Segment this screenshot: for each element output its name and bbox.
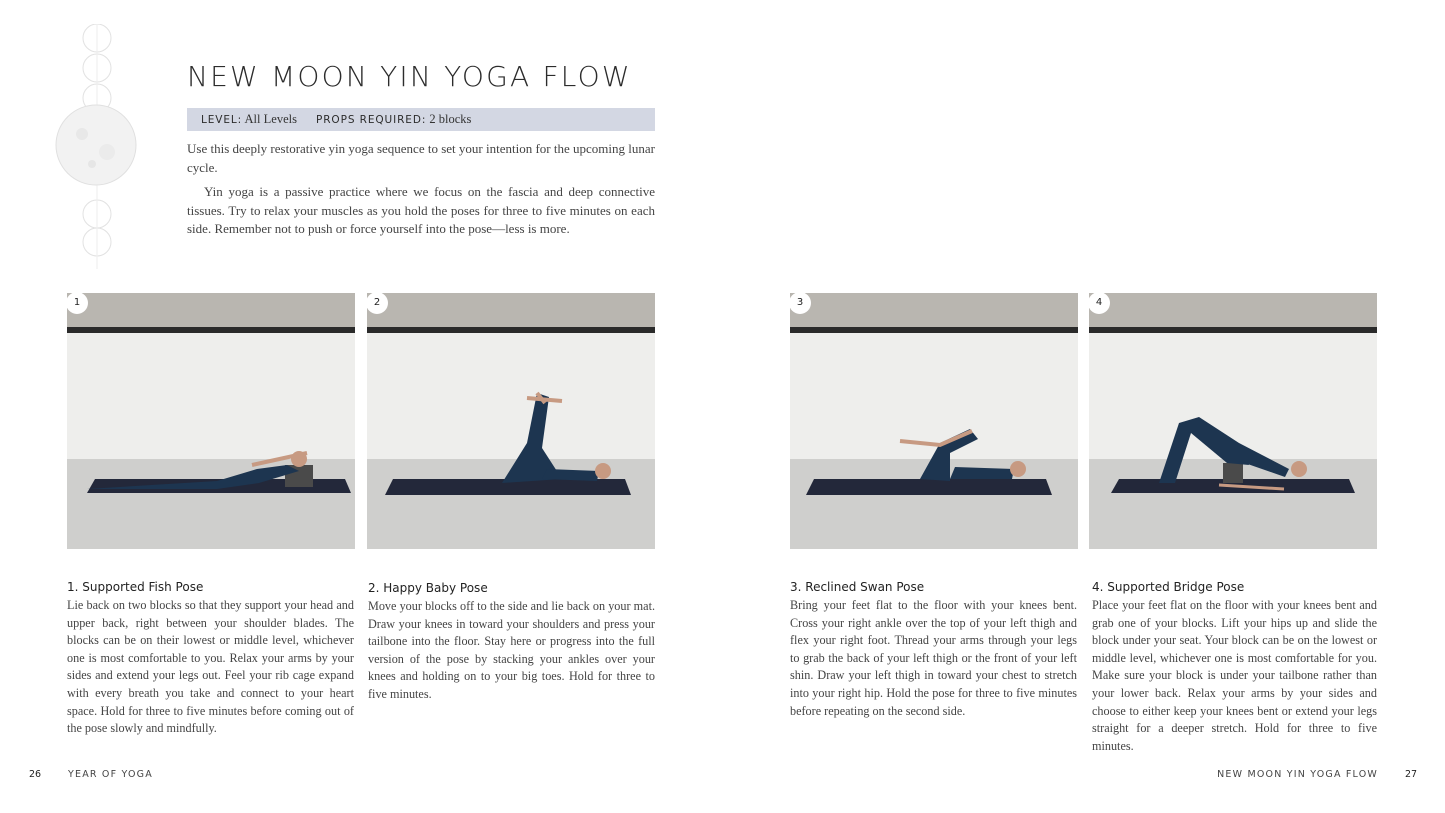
pose-description-2: Move your blocks off to the side and lie back on your mat. Draw your knees in toward your shoulders and press your tailbone into the floor. Stay here or progress into the full version of the pose by stacking your ankles over your knees and holding on to your big toes. Hold for three to five minutes.: [368, 599, 655, 701]
pose-number-badge-3: 3: [790, 293, 811, 314]
left-page-number: 26: [29, 769, 42, 780]
right-running-head: NEW MOON YIN YOGA FLOW: [1217, 769, 1378, 780]
level-value: All Levels: [244, 112, 297, 126]
pose-description-1: Lie back on two blocks so that they support your head and upper back, right between your shoulder blades. The blocks can be on their lowest or middle level, whichever one is most comfortable to you. Relax your arms by your sides and extend your legs out. Feel your rib cage expand with every breath you take and connect to your heart space. Hold for three to five minutes before coming out of the pose slowly and mindfully.: [67, 598, 354, 736]
props-info: [316, 112, 471, 127]
pose-number-badge-2: 2: [367, 293, 388, 314]
right-page-number: 27: [1405, 769, 1418, 780]
pose-title-4: 4. Supported Bridge Pose: [1092, 580, 1245, 594]
moon-phases-illustration: [52, 24, 142, 269]
props-label: PROPS REQUIRED:: [316, 114, 427, 126]
pose-photo-4: [1089, 293, 1377, 549]
pose-title-1: 1. Supported Fish Pose: [67, 580, 204, 594]
props-value: 2 blocks: [429, 112, 472, 126]
intro-paragraph-1: Use this deeply restorative yin yoga sequence to set your intention for the upcoming lunar cycle.: [187, 141, 655, 175]
pose-description-3: Bring your feet flat to the floor with your knees bent. Cross your right ankle over the top of your left thigh and flex your right foot. Thread your arms through your legs to grab the back of your left thigh or the front of your left shin. Draw your left thigh in toward your chest to stretch into your right hip. Hold the pose for three to five minutes before repeating on the second side.: [790, 598, 1077, 718]
level-info: [201, 112, 297, 127]
pose-title-2: 2. Happy Baby Pose: [368, 581, 488, 595]
left-running-head: YEAR OF YOGA: [68, 769, 153, 780]
pose-number-badge-1: 1: [67, 293, 88, 314]
level-label: LEVEL:: [201, 114, 243, 126]
pose-photo-3: [790, 293, 1078, 549]
level-props-bar: [187, 108, 655, 131]
intro-paragraph-2: Yin yoga is a passive practice where we focus on the fascia and deep connective tissues. Try to relax your muscles as you hold the poses for three to five minutes on each side. Remember not to push or force yourself into the pose—less is more.: [187, 184, 655, 236]
pose-photo-1: [67, 293, 355, 549]
pose-title-3: 3. Reclined Swan Pose: [790, 580, 925, 594]
page-title: NEW MOON YIN YOGA FLOW: [187, 60, 632, 93]
pose-number-badge-4: 4: [1089, 293, 1110, 314]
pose-photo-2: [367, 293, 655, 549]
pose-description-4: Place your feet flat on the floor with your knees bent and grab one of your blocks. Lift your hips up and slide the block under your seat. Your block can be on the lowest or middle level, whichever one is most comfortable for you. Make sure your block is under your tailbone rather than your lower back. Relax your arms by your sides and choose to either keep your knees bent or extend your legs straight for a deeper stretch. Hold for three to five minutes.: [1092, 598, 1377, 753]
